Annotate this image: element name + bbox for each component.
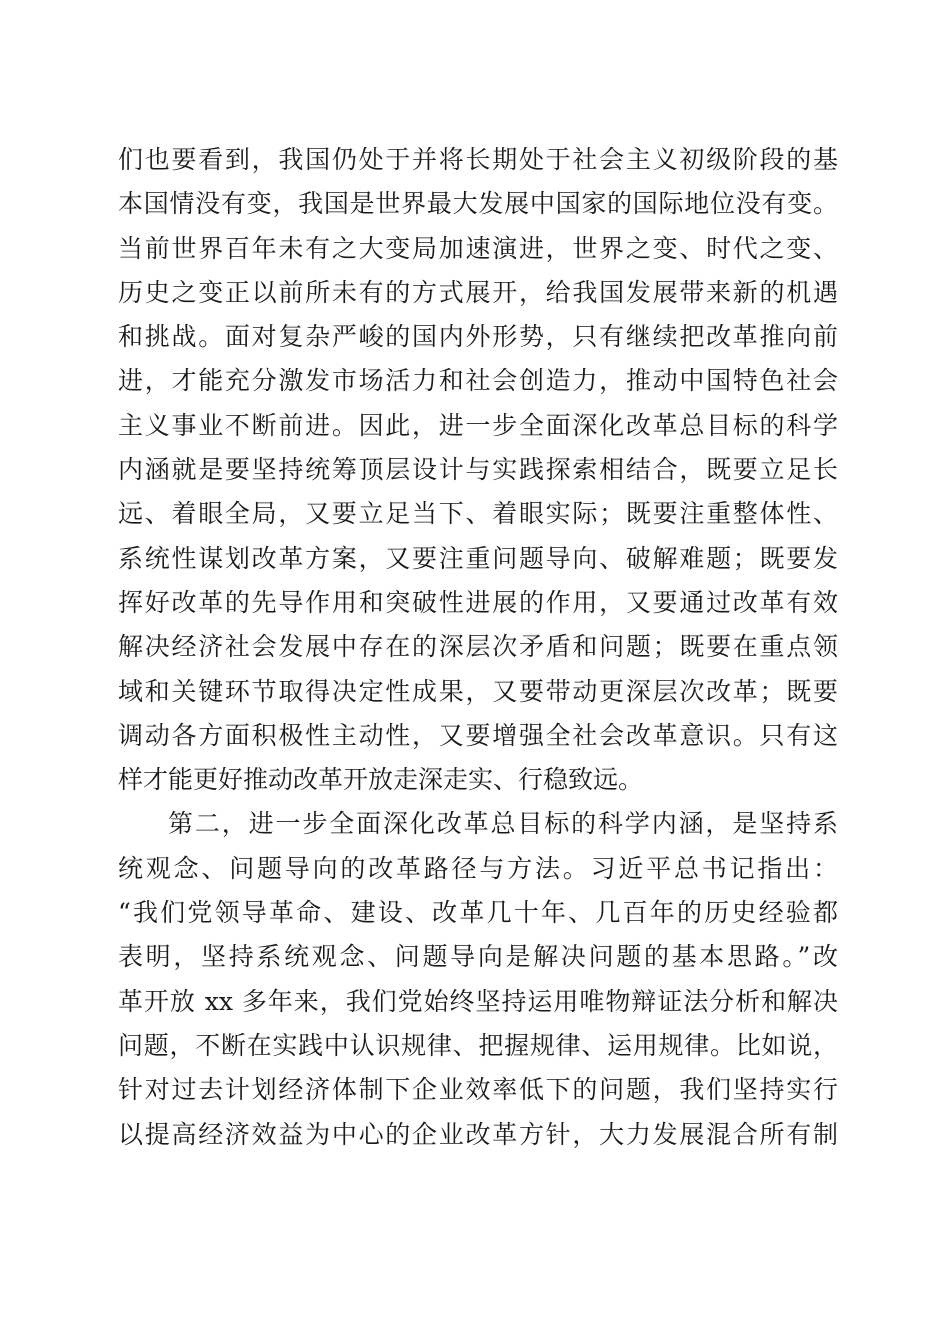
text-line: 统观念、问题导向的改革路径与方法。习近平总书记指出： (118, 853, 838, 883)
text-line: 革开放 xx 多年来，我们党始终坚持运用唯物辩证法分析和解决 (118, 986, 838, 1016)
text-line: 当前世界百年未有之大变局加速演进，世界之变、时代之变、 (118, 233, 838, 263)
text-line: 问题，不断在实践中认识规律、把握规律、运用规律。比如说， (118, 1030, 838, 1060)
paragraph-first-line: 第二，进一步全面深化改革总目标的科学内涵，是坚持系 (168, 809, 838, 839)
text-line: 本国情没有变，我国是世界最大发展中国家的国际地位没有变。 (118, 189, 838, 219)
text-line: 和挑战。面对复杂严峻的国内外形势，只有继续把改革推向前 (118, 322, 838, 352)
text-line: 调动各方面积极性主动性，又要增强全社会改革意识。只有这 (118, 720, 838, 750)
text-line: 解决经济社会发展中存在的深层次矛盾和问题；既要在重点领 (118, 632, 838, 662)
text-line: 内涵就是要坚持统筹顶层设计与实践探索相结合，既要立足长 (118, 455, 838, 485)
text-line: 远、着眼全局，又要立足当下、着眼实际；既要注重整体性、 (118, 499, 838, 529)
text-line: 们也要看到，我国仍处于并将长期处于社会主义初级阶段的基 (118, 145, 838, 174)
text-line: 针对过去计划经济体制下企业效率低下的问题，我们坚持实行 (118, 1075, 838, 1105)
text-line: 样才能更好推动改革开放走深走实、行稳致远。 (118, 765, 644, 795)
text-line: 表明，坚持系统观念、问题导向是解决问题的基本思路。”改 (118, 942, 838, 972)
text-line: 域和关键环节取得决定性成果，又要带动更深层次改革；既要 (118, 676, 838, 706)
text-line: 挥好改革的先导作用和突破性进展的作用，又要通过改革有效 (118, 587, 838, 617)
body-text (118, 138, 838, 1157)
text-line: 进，才能充分激发市场活力和社会创造力，推动中国特色社会 (118, 366, 838, 396)
text-line: 主义事业不断前进。因此，进一步全面深化改革总目标的科学 (118, 410, 838, 440)
text-line: 历史之变正以前所未有的方式展开，给我国发展带来新的机遇 (118, 277, 838, 307)
text-line: 以提高经济效益为中心的企业改革方针，大力发展混合所有制 (118, 1119, 838, 1149)
text-line: “我们党领导革命、建设、改革几十年、几百年的历史经验都 (118, 898, 838, 928)
text-line: 系统性谋划改革方案，又要注重问题导向、破解难题；既要发 (118, 543, 838, 573)
